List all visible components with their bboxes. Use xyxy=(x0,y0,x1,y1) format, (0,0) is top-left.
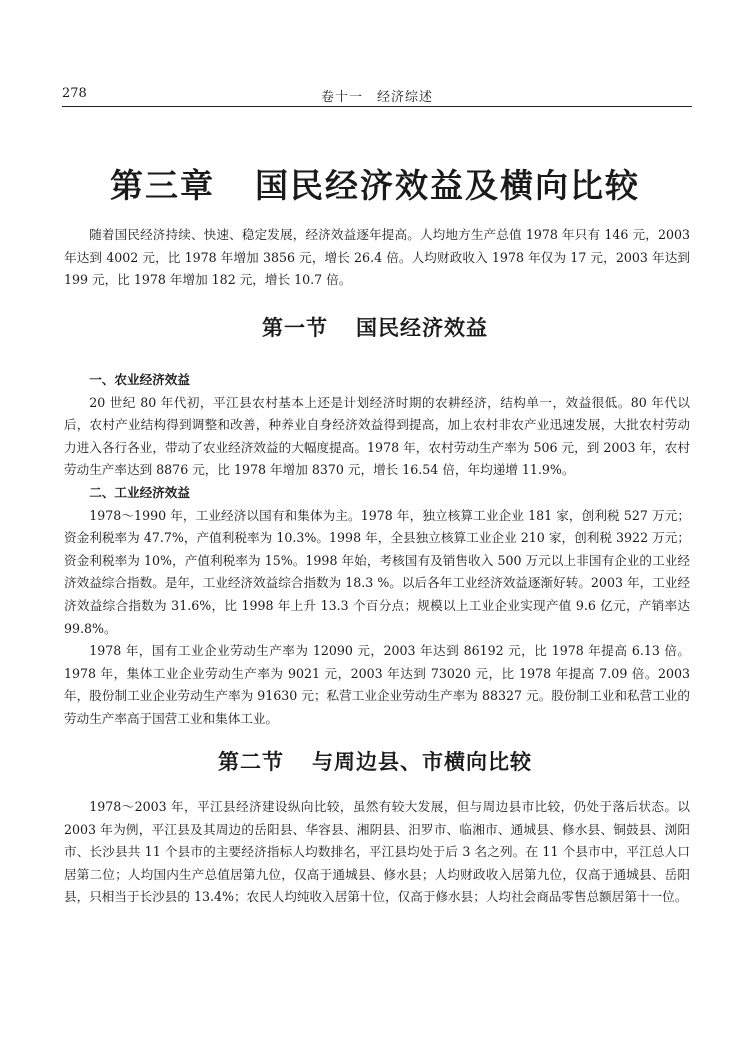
page-header xyxy=(62,84,692,107)
paragraph: 1978 年，国有工业企业劳动生产率为 12090 元，2003 年达到 86192 元，比 1978 年提高 6.13 倍。1978 年，集体工业企业劳动生产率为 9021 元，2003 年达到 73020 元，比 1978 年提高 7.09 倍。2003 年，股份制工业企业劳动生产率为 91630 元；私营工业企业劳动生产率为 88327 元。股份制工业和私营工业的劳动生产率高于国营工业和集体工业。 xyxy=(64,643,690,726)
section-number: 第一节 xyxy=(262,315,328,340)
paragraph: 20 世纪 80 年代初，平江县农村基本上还是计划经济时期的农耕经济，结构单一，效益很低。80 年代以后，农村产业结构得到调整和改善，种养业自身经济效益得到提高，加上农村非农产业迅速发展，大批农村劳动力进入各行各业，带动了农业经济效益的大幅度提高。1978 年，农村劳动生产率为 506 元，到 2003 年，农村劳动生产率达到 8876 元，比 1978 年增加 8370 元，增长 16.54 倍，年均递增 11.9%。 xyxy=(64,394,690,478)
paragraph: 1978～2003 年，平江县经济建设纵向比较，虽然有较大发展，但与周边县市比较，仍处于落后状态。以 2003 年为例，平江县及其周边的岳阳县、华容县、湘阴县、汨罗市、临湘市、通城县、修水县、铜鼓县、浏阳市、长沙县共 11 个县市的主要经济指标人均数排名，平江县均处于后 3 名之列。在 11 个县市中，平江总人口居第二位；人均国内生产总值居第九位，仅高于通城县、修水县；人均财政收入居第九位，仅高于通城县、岳阳县，只相当于长沙县的 13.4%；农民人均纯收入居第十位，仅高于修水县；人均社会商品零售总额居第十一位。 xyxy=(64,799,690,905)
section-2-body xyxy=(64,796,690,909)
subsection-heading: 二、工业经济效益 xyxy=(89,484,190,500)
section-name: 与周边县、市横向比较 xyxy=(312,749,532,774)
paragraph: 1978～1990 年，工业经济以国有和集体为主。1978 年，独立核算工业企业 181 家，创利税 527 万元；资金利税率为 47.7%，产值利税率为 10.3%。1998 年，全县独立核算工业企业 210 家，创利税 3922 万元；资金利税率为 10%，产值利税率为 15%。1998 年始，考核国有及销售收入 500 万元以上非国有企业的工业经济效益综合指数。是年，工业经济效益综合指数为 18.3 %。以后各年工业经济效益逐渐好转。2003 年，工业经济效益综合指数为 31.6%，比 1998 年上升 13.3 个百分点；规模以上工业企业实现产值 9.6 亿元，产销率达 99.8%。 xyxy=(64,507,690,636)
section-number: 第二节 xyxy=(218,749,284,774)
page-number: 278 xyxy=(62,86,87,101)
section-1-body xyxy=(64,369,690,731)
section-1-title xyxy=(0,312,750,342)
chapter-name: 国民经济效益及横向比较 xyxy=(255,166,640,205)
subsection-heading: 一、农业经济效益 xyxy=(89,372,190,387)
chapter-number: 第三章 xyxy=(110,166,215,205)
section-name: 国民经济效益 xyxy=(356,315,488,340)
intro-paragraph: 随着国民经济持续、快速、稳定发展，经济效益逐年提高。人均地方生产总值 1978 年只有 146 元，2003 年达到 4002 元，比 1978 年增加 3856 元，增长 26.4 倍。人均财政收入 1978 年仅为 17 元，2003 年达到 199 元，比 1978 年增加 182 元，增长 10.7 倍。 xyxy=(64,227,690,288)
intro-block xyxy=(64,224,690,292)
running-title: 卷十一 经济综述 xyxy=(320,90,433,105)
section-2-title xyxy=(0,746,750,776)
chapter-title xyxy=(0,160,750,207)
